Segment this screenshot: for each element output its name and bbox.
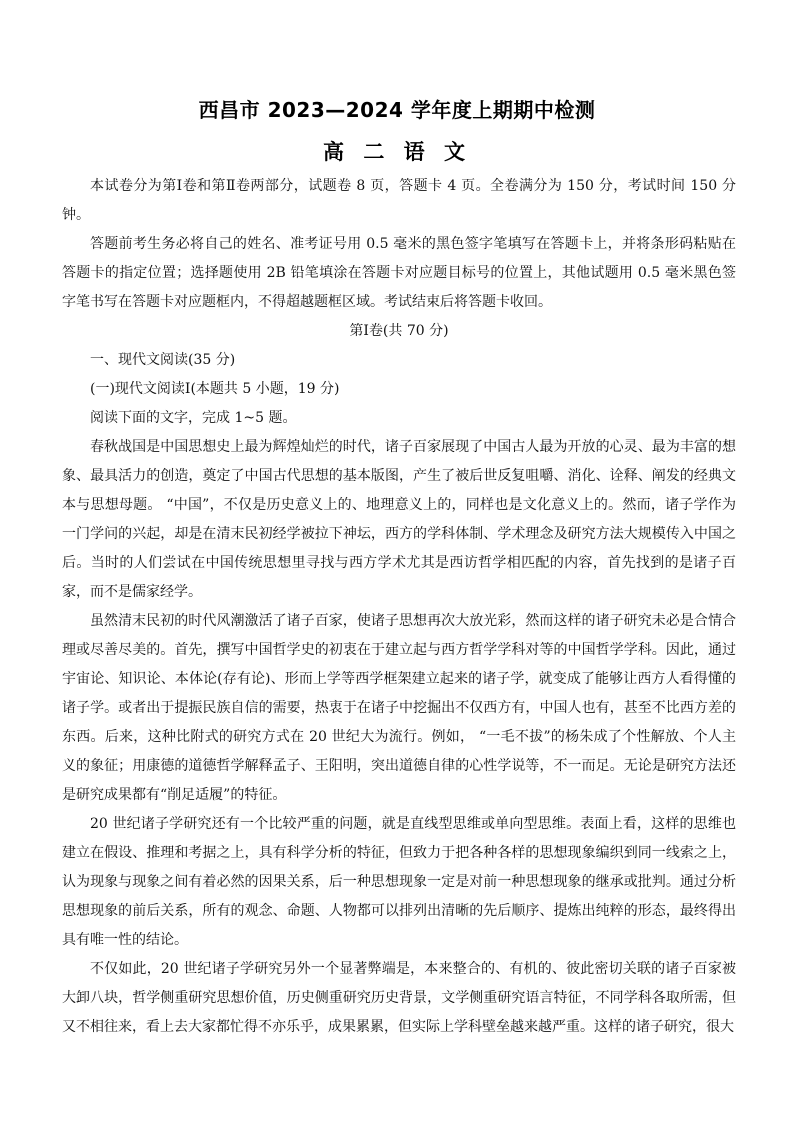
- passage-paragraph: 20 世纪诸子学研究还有一个比较严重的问题，就是直线型思维或单向型思维。表面上看，这样的思维也建立在假设、推理和考据之上，具有科学分析的特征，但致力于把各种各样的思想现象编织到同一线索之上，认为现象与现象之间有着必然的因果关系，后一种思想现象一定是对前一种思想现象的继承或批判。通过分析思想现象的前后关系，所有的观念、命题、人物都可以排列出清晰的先后顺序、提炼出纯粹的形态，最终得出具有唯一性的结论。: [62, 816, 736, 948]
- subsection-heading: (一)现代文阅读Ⅰ(本题共 5 小题，19 分): [90, 381, 340, 397]
- passage-paragraph: 春秋战国是中国思想史上最为辉煌灿烂的时代，诸子百家展现了中国古人最为开放的心灵、最为丰富的想象、最具活力的创造，奠定了中国古代思想的基本版图，产生了被后世反复咀嚼、消化、诠释、阐发的经典文本与思想母题。 “中国”，不仅是历史意义上的、地理意义上的，同样也是文化意义上的。然而，诸子学作为一门学问的兴起，却是在清末民初经学被拉下神坛，西方的学科体制、学术理念及研究方法大规模传入中国之后。当时的人们尝试在中国传统思想里寻找与西方学术尤其是西访哲学相匹配的内容，首先找到的是诸子百家，而不是儒家经学。: [62, 439, 736, 600]
- passage-paragraph: 虽然清末民初的时代风潮激活了诸子百家，使诸子思想再次大放光彩，然而这样的诸子研究未必是合情合理或尽善尽美的。首先，撰写中国哲学史的初衷在于建立起与西方哲学学科对等的中国哲学学科。因此，通过宇宙论、知识论、本体论(存有论)、形而上学等西学框架建立起来的诸子学，就变成了能够让西方人看得懂的诸子学。或者出于提振民族自信的需要，热衷于在诸子中挖掘出不仅西方有，中国人也有，甚至不比西方差的东西。后来，这种比附式的研究方式在 20 世纪大为流行。例如， “一毛不拔”的杨朱成了个性解放、个人主义的象征；用康德的道德哲学解释孟子、王阳明，突出道德自律的心性学说等，不一而足。无论是研究方法还是研究成果都有“削足适履”的特征。: [62, 613, 736, 803]
- subject-title: 高 二 语 文: [323, 140, 471, 164]
- section-heading: 一、现代文阅读(35 分): [90, 352, 236, 368]
- passage-paragraph: 不仅如此，20 世纪诸子学研究另外一个显著弊端是，本来整合的、有机的、彼此密切关联的诸子百家被大卸八块，哲学侧重研究思想价值，历史侧重研究历史背景，文学侧重研究语言特征，不同学科各取所需，但又不相往来，看上去大家都忙得不亦乐乎，成果累累，但实际上学科壁垒越来越严重。这样的诸子研究，很大: [62, 961, 736, 1035]
- exam-title: 西昌市 2023—2024 学年度上期期中检测: [198, 98, 596, 122]
- instruction-paragraph: 本试卷分为第Ⅰ卷和第Ⅱ卷两部分，试题卷 8 页，答题卡 4 页。全卷满分为 150 分，考试时间 150 分钟。: [62, 178, 736, 223]
- question-prompt: 阅读下面的文字，完成 1~5 题。: [90, 410, 297, 426]
- exam-body: [62, 172, 736, 1042]
- volume-heading: 第Ⅰ卷(共 70 分): [349, 323, 449, 339]
- instruction-paragraph: 答题前考生务必将自己的姓名、准考证号用 0.5 毫米的黑色签字笔填写在答题卡上，并将条形码粘贴在答题卡的指定位置；选择题使用 2B 铅笔填涂在答题卡对应题目标号的位置上，其他试题用 0.5 毫米黑色签字笔书写在答题卡对应题框内，不得超越题框区域。考试结束后将答题卡收回。: [62, 236, 736, 310]
